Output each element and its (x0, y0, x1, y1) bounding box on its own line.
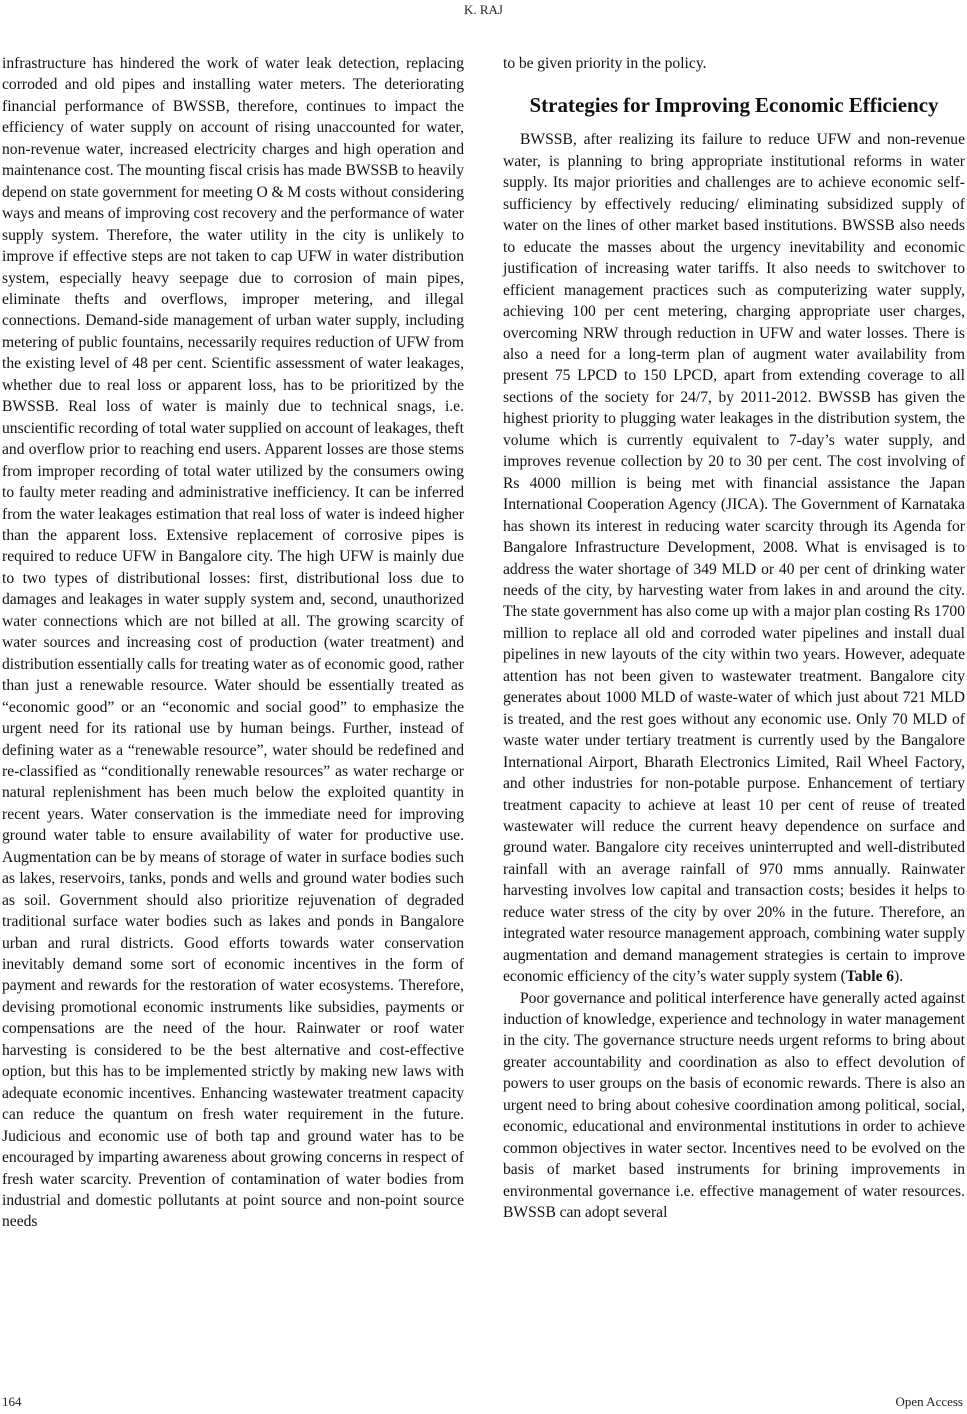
footer-label: Open Access (895, 1394, 963, 1409)
right-paragraph-1 (503, 129, 965, 987)
left-paragraph-1: infrastructure has hindered the work of water leak detection, replacing corroded and old pipes and installing water meters. The deteriorating financial performance of BWSSB, therefore, continues to impact the efficiency of water supply on account of rising unaccounted for water, non-revenue water, increased electricity charges and high operation and maintenance cost. The mounting fiscal crisis has made BWSSB to heavily depend on state government for meeting O & M costs without considering ways and means of improving cost recovery and the performance of water supply system. Therefore, the water utility in the city is unlikely to improve if effective steps are not taken to cap UFW in water distribution system, especially heavy seepage due to corrosion of main pipes, eliminate thefts and overflows, improper metering, and illegal connections. Demand-side management of urban water supply, including metering of public fountains, necessarily requires reduction of UFW from the existing level of 48 per cent. Scientific assessment of water leakages, whether due to real loss or apparent loss, has to be prioritized by the BWSSB. Real loss of water is mainly due to technical snags, i.e. unscientific recording of total water supplied on account of leakages, theft and overflow prior to reaching end users. Apparent losses are those stems from improper recording of total water utilized by the consumers owing to faulty meter reading and administrative inefficiency. It can be inferred from the water leakages estimation that real loss of water is indeed higher than the apparent loss. Extensive replacement of corrosive pipes is required to reduce UFW in Bangalore city. The high UFW is mainly due to two types of distributional losses: first, distributional loss due to damages and leakages in water supply system and, second, unauthorized water connections which are not billed at all. The growing scarcity of water sources and increasing cost of production (water treatment) and distribution essentially calls for treating water as of economic good, rather than just a renewable resource. Water should be essentially treated as “economic good” or an “economic and social good” to emphasize the urgent need for its rational use by human beings. Further, instead of defining water as a “renewable resource”, water should be redefined and re-classified as “conditionally renewable resources” as water recharge or natural replenishment has been much below the exploited quantity in recent years. Water conservation is the immediate need for improving ground water table to ensure availability of water for productive use. Augmentation can be by means of storage of water in surface bodies such as lakes, reservoirs, tanks, ponds and wells and ground water bodies such as soil. Government should also prioritize rejuvenation of degraded traditional surface water bodies such as lakes and ponds in Bangalore urban and rural districts. Good efforts towards water conservation inevitably demand some sort of economic incentives in the form of payment and rewards for the restoration of water ecosystems. Therefore, devising promotional economic instruments like subsidies, payments or compensations are the need of the hour. Rainwater or roof water harvesting is considered to be the best alternative and cost-effective option, but this has to be implemented strictly by making new laws with adequate economic incentives. Enhancing wastewater treatment capacity can reduce the quantum on fresh water requirement in the future. Judicious and economic use of both tap and ground water has to be encouraged by imparting awareness about growing concerns in respect of fresh water scarcity. Prevention of contamination of water bodies from industrial and domestic pollutants at point source and non-point source needs (2, 55, 464, 1231)
page-number: 164 (2, 1394, 22, 1409)
table-reference: Table 6 (845, 968, 894, 986)
left-column (2, 53, 464, 1233)
section-heading: Strategies for Improving Economic Efficiency (529, 93, 939, 118)
right-paragraph-2: Poor governance and political interference have generally acted against induction of knowledge, experience and technology in water management in the city. The governance structure needs urgent reforms to bring about greater accountability and coordination as also to effect devolution of powers to user groups on the basis of economic rewards. There is also an urgent need to bring about cohesive coordination among political, social, economic, educational and environmental institutions in order to achieve common objectives in water sector. Incentives need to be evolved on the basis of market based instruments for brining improvements in environmental governance i.e. effective management of water resources. BWSSB can adopt several (503, 989, 965, 1222)
running-head: K. RAJ (463, 2, 503, 17)
right-column (503, 53, 965, 1224)
right-paragraph-1-text: BWSSB, after realizing its failure to reduce UFW and non-revenue water, is planning to bring appropriate institutional reforms in water supply. Its major priorities and challenges are to achieve economic self-sufficiency by effectively reducing/ eliminating subsidized supply of water on the lines of other market based institutions. BWSSB also needs to educate the masses about the urgency inevitability and economic justification of increasing water tariffs. It also needs to switchover to efficient management practices such as computerizing water supply, achieving 100 per cent metering, charging appropriate user charges, overcoming NRW through reduction in UFW and water losses. There is also a need for a long-term plan of augment water availability from present 75 LPCD to 150 LPCD, apart from extending coverage to all sections of the society for 24/7, by 2011-2012. BWSSB has given the highest priority to plugging water leakages in the distribution system, the volume which is currently equivalent to 7-day’s water supply, and improves revenue collection by 20 to 30 per cent. The cost involving of Rs 4000 million is being met with financial assistance the Japan International Cooperation Agency (JICA). The Government of Karnataka has shown its interest in reducing water scarcity through its Agenda for Bangalore Infrastructure Development, 2008. What is envisaged is to address the water shortage of 349 MLD or 40 per cent of drinking water needs of the city, by harvesting water from lakes in and around the city. The state government has also come up with a major plan costing Rs 1700 million to replace all old and corroded water pipelines and install dual pipelines in new layouts of the city within two years. However, adequate attention has not been given to wastewater treatment. Bangalore city generates about 1000 MLD of waste-water of which just about 721 MLD is treated, and the rest goes without any economic use. Only 70 MLD of waste water under tertiary treatment is currently used by the Bangalore International Airport, Bharath Electronics Limited, Rail Wheel Factory, and other industries for non-potable purpose. Enhancement of tertiary treatment capacity to achieve at least 10 per cent of reuse of treated wastewater will reduce the current heavy dependence on surface and ground water. Bangalore city receives uninterrupted and well-distributed rainfall with an average rainfall of 970 mms annually. Rainwater harvesting involves low capital and transaction costs; besides it helps to reduce water stress of the city by over 20% in the future. Therefore, an integrated water resource management approach, combining water supply augmentation and demand management strategies is certain to improve economic efficiency of the city’s water supply system ( (503, 131, 965, 986)
right-paragraph-1-end: ). (894, 968, 904, 986)
right-continuation: to be given priority in the policy. (503, 55, 707, 72)
